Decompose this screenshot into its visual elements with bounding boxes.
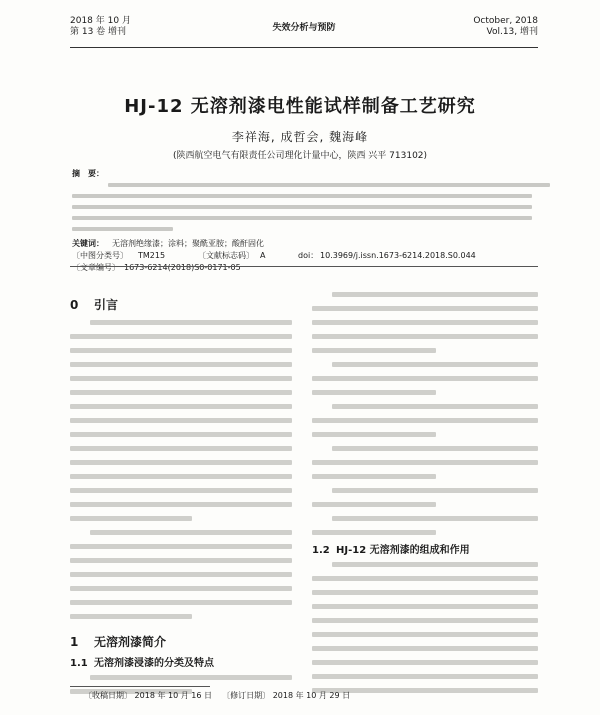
received-date: 2018 年 10 月 16 日 (134, 691, 212, 700)
classification-row (72, 250, 532, 262)
list-item (312, 362, 538, 395)
received-label: 〔收稿日期〕 (84, 691, 132, 700)
header-date: 2018 年 10 月 (70, 16, 131, 26)
doc-code-value: A (260, 251, 266, 260)
paragraph (70, 530, 292, 619)
revised-label: 〔修订日期〕 (222, 691, 271, 700)
header-volume: 第 13 卷 增刊 (70, 27, 127, 37)
abstract-label: 摘 要： (72, 169, 104, 178)
subsection-title: 无溶剂漆浸漆的分类及特点 (94, 658, 214, 669)
section-title: 引言 (94, 298, 119, 312)
received-dates (84, 690, 350, 701)
footer-rule (70, 686, 210, 687)
list-item (312, 404, 538, 437)
revised-date: 2018 年 10 月 29 日 (272, 691, 351, 700)
article-number-label: 〔文章编号〕 (72, 263, 120, 272)
list-item (312, 516, 538, 535)
abstract (72, 168, 532, 231)
keywords-value: 无溶剂绝缘漆；涂料；聚酰亚胺；酸酐固化 (112, 239, 264, 248)
abstract-text-line (72, 227, 173, 231)
abstract-text-line (108, 183, 550, 187)
paper-title: HJ-12 无溶剂漆电性能试样制备工艺研究 (124, 96, 476, 117)
subsection-number: 1.1 (70, 658, 88, 669)
left-column (70, 292, 292, 703)
section-title: 无溶剂漆简介 (94, 635, 167, 649)
list-item (312, 446, 538, 479)
doi-value: 10.3969/j.issn.1673-6214.2018.S0.044 (320, 251, 476, 260)
abstract-text-line (72, 205, 532, 209)
doi-label: doi： (298, 251, 319, 260)
subsection-title: HJ-12 无溶剂漆的组成和作用 (336, 545, 470, 556)
subsection-number: 1.2 (312, 545, 330, 556)
header-volume-en: Vol.13, 增刊 (486, 27, 538, 37)
section-heading-1 (70, 635, 292, 649)
list-item (312, 488, 538, 507)
abstract-text-line (72, 216, 532, 220)
article-number-row (72, 262, 532, 274)
running-header (70, 16, 538, 48)
subsection-heading-1-2 (312, 544, 538, 558)
clc-value: TM215 (138, 251, 166, 260)
subsection-heading-1-1 (70, 657, 292, 671)
journal-name: 失效分析与预防 (272, 23, 336, 33)
header-rule (70, 47, 538, 48)
right-column (312, 292, 538, 702)
section-number: 1 (70, 635, 79, 649)
header-date-en: October, 2018 (473, 16, 538, 26)
section-number: 0 (70, 298, 79, 312)
abstract-block (72, 168, 532, 274)
header-right (473, 16, 538, 38)
doc-code-label: 〔文献标志码〕 (198, 251, 254, 260)
paper-authors: 李祥海, 成哲会, 魏海峰 (231, 130, 369, 144)
list-item (312, 292, 538, 353)
keywords-row (72, 238, 532, 250)
article-number-value: 1673-6214(2018)S0-0171-05 (124, 263, 241, 272)
paragraph (312, 562, 538, 693)
clc-label: 〔中图分类号〕 (72, 251, 128, 260)
section-heading-intro (70, 298, 292, 312)
abstract-text-line (72, 194, 532, 198)
paragraph (70, 320, 292, 521)
abstract-rule (70, 266, 538, 267)
keywords-label: 关键词： (72, 239, 104, 248)
paper-affiliation: (陕西航空电气有限责任公司理化计量中心，陕西 兴平 713102) (172, 151, 428, 161)
